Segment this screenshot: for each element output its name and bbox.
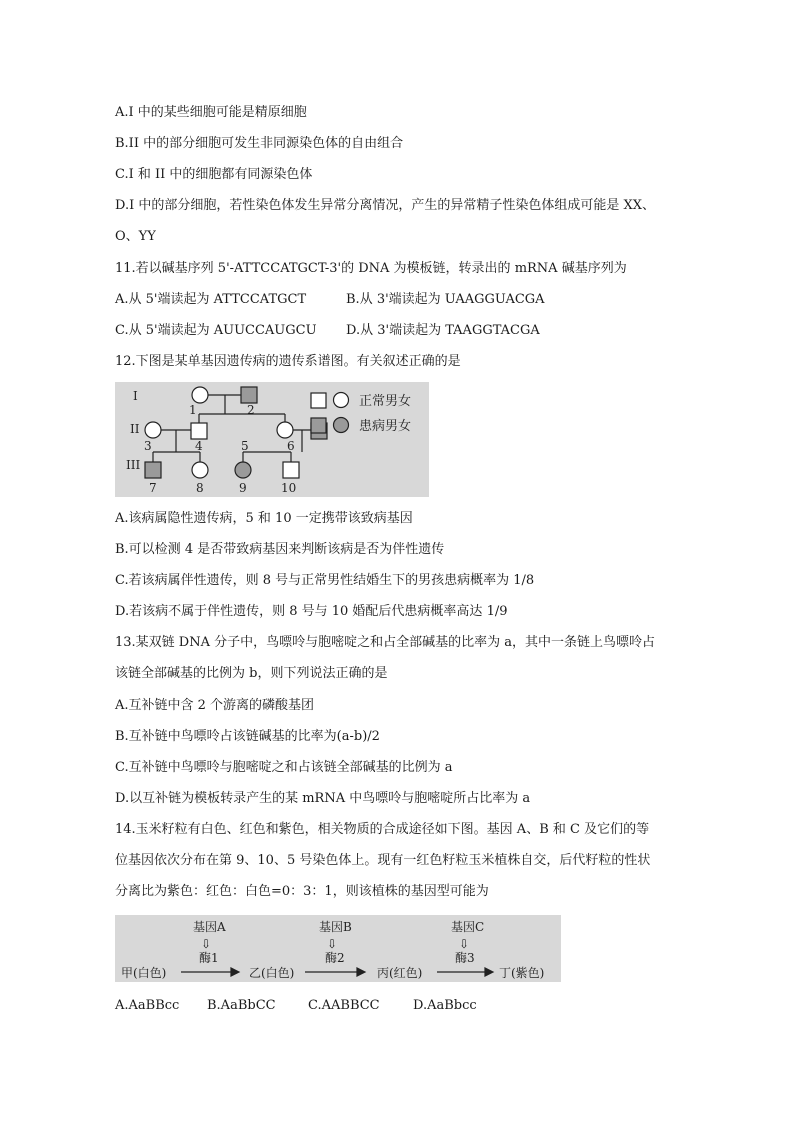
q10-option-d-line1: D.I 中的部分细胞，若性染色体发生异常分离情况，产生的异常精子性染色体组成可能是 XX、 — [115, 198, 656, 213]
legend-normal-male — [311, 393, 326, 408]
gene-c-label: 基因C — [451, 920, 485, 934]
individual-10-male — [283, 462, 299, 478]
substance-bing: 丙(红色) — [377, 966, 423, 980]
q11-option-c: C.从 5'端读起为 AUUCCAUGCU — [115, 323, 317, 338]
legend-affected-male — [311, 418, 326, 433]
individual-number: 5 — [241, 439, 249, 453]
substance-yi: 乙(白色) — [249, 966, 295, 980]
gene-a-label: 基因A — [193, 920, 226, 934]
q10-option-b: B.II 中的部分细胞可发生非同源染色体的自由组合 — [115, 136, 404, 151]
individual-number: 8 — [196, 481, 204, 495]
down-arrow-icon: ⇩ — [327, 937, 338, 951]
q11-stem: 11.若以碱基序列 5'-ATTCCATGCT-3'的 DNA 为模板链，转录出的 mRNA 碱基序列为 — [115, 261, 627, 276]
down-arrow-icon: ⇩ — [459, 937, 470, 951]
q11-option-a: A.从 5'端读起为 ATTCCATGCT — [115, 292, 307, 307]
q12-option-c: C.若该病属伴性遗传，则 8 号与正常男性结婚生下的男孩患病概率为 1/8 — [115, 573, 535, 588]
q14-stem-line3: 分离比为紫色：红色：白色=0：3：1，则该植株的基因型可能为 — [115, 884, 489, 899]
generation-label: II — [130, 422, 140, 436]
generation-label: III — [126, 458, 141, 472]
q10-option-a: A.I 中的某些细胞可能是精原细胞 — [115, 105, 307, 120]
individual-number: 6 — [287, 439, 295, 453]
enzyme-1-label: 酶1 — [199, 951, 219, 965]
q13-stem-line2: 该链全部碱基的比例为 b，则下列说法正确的是 — [115, 666, 388, 681]
gene-b-label: 基因B — [319, 920, 352, 934]
q10-option-d-line2: O、YY — [115, 229, 156, 244]
q13-stem-line1: 13.某双链 DNA 分子中，鸟嘌呤与胞嘧啶之和占全部碱基的比率为 a，其中一条链上鸟嘌呤占 — [115, 635, 656, 650]
q14-stem-line1: 14.玉米籽粒有白色、红色和紫色，相关物质的合成途径如下图。基因 A、B 和 C 及它们的等 — [115, 822, 650, 837]
enzyme-3-label: 酶3 — [455, 951, 475, 965]
individual-5-female — [277, 422, 293, 438]
q14-option-a: A.AaBBcc — [115, 998, 180, 1013]
individual-number: 3 — [144, 439, 152, 453]
legend-affected-female — [334, 418, 349, 433]
q14-option-c: C.AABBCC — [308, 998, 380, 1013]
q14-option-d: D.AaBbcc — [413, 998, 477, 1013]
q12-option-d: D.若该病不属于伴性遗传，则 8 号与 10 婚配后代患病概率高达 1/9 — [115, 604, 508, 619]
legend-affected-label: 患病男女 — [359, 419, 412, 434]
generation-label: I — [133, 389, 138, 403]
individual-number: 9 — [239, 481, 247, 495]
q14-option-b: B.AaBbCC — [207, 998, 276, 1013]
individual-number: 10 — [281, 481, 297, 495]
q11-option-d: D.从 3'端读起为 TAAGGTACGA — [346, 323, 540, 338]
individual-3-female — [145, 422, 161, 438]
individual-number: 4 — [195, 439, 203, 453]
substance-jia: 甲(白色) — [121, 966, 167, 980]
individual-7-male-affected — [145, 462, 161, 478]
individual-1-female — [192, 387, 208, 403]
q10-option-c: C.I 和 II 中的细胞都有同源染色体 — [115, 167, 313, 182]
q13-option-a: A.互补链中含 2 个游离的磷酸基团 — [115, 698, 315, 713]
q13-option-b: B.互补链中鸟嘌呤占该链碱基的比率为(a-b)/2 — [115, 729, 380, 744]
q13-option-d: D.以互补链为模板转录产生的某 mRNA 中鸟嘌呤与胞嘧啶所占比率为 a — [115, 791, 531, 806]
pedigree-chart — [115, 382, 429, 497]
q11-option-b: B.从 3'端读起为 UAAGGUACGA — [346, 292, 545, 307]
q13-option-c: C.互补链中鸟嘌呤与胞嘧啶之和占该链全部碱基的比例为 a — [115, 760, 453, 775]
individual-number: 7 — [149, 481, 157, 495]
q12-option-b: B.可以检测 4 是否带致病基因来判断该病是否为伴性遗传 — [115, 542, 445, 557]
individual-9-female-affected — [235, 462, 251, 478]
legend-normal-female — [334, 393, 349, 408]
q12-stem: 12.下图是某单基因遗传病的遗传系谱图。有关叙述正确的是 — [115, 354, 461, 369]
substance-ding: 丁(紫色) — [499, 966, 545, 980]
q14-stem-line2: 位基因依次分布在第 9、10、5 号染色体上。现有一红色籽粒玉米植株自交，后代籽粒的性状 — [115, 853, 651, 868]
individual-4-male — [191, 423, 207, 439]
legend-normal-label: 正常男女 — [359, 394, 412, 409]
individual-2-male-affected — [241, 387, 257, 403]
enzyme-2-label: 酶2 — [325, 951, 345, 965]
individual-number: 2 — [247, 403, 255, 417]
pathway-diagram — [115, 915, 561, 982]
down-arrow-icon: ⇩ — [201, 937, 212, 951]
individual-8-female — [192, 462, 208, 478]
q12-option-a: A.该病属隐性遗传病，5 和 10 一定携带该致病基因 — [115, 511, 413, 526]
individual-number: 1 — [189, 403, 197, 417]
